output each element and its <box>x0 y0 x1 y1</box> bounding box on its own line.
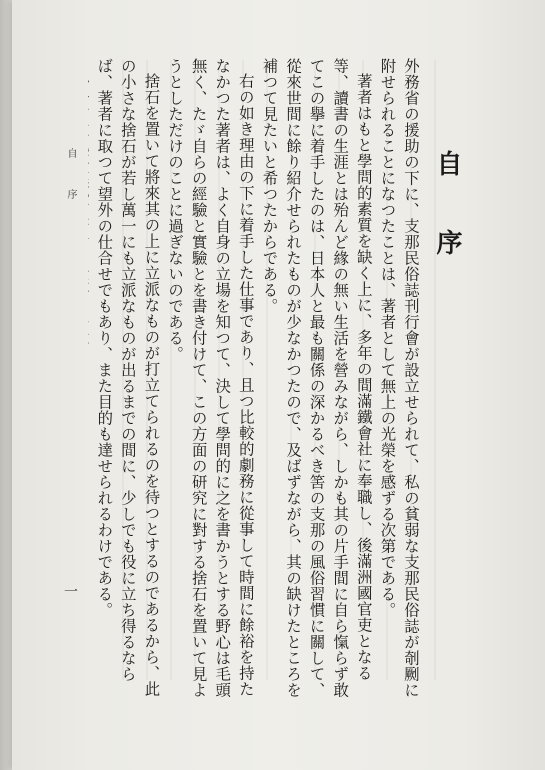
book-gutter-shadow <box>0 0 12 770</box>
paragraph-2: 著者はもと學問的素質を缺く上に、多年の間滿鐵會社に奉職し、後滿洲國官吏となる等、讀書の生涯とは殆んど緣の無い生活を營みながら、しかも其の片手間に自ら愾らず敢てこの擧に着手したのは、日本人と最も關係の深かるべき筈の支那の風俗習慣に關して、從來世間に餘り紹介せられたものが少なかつたので、及ばずながら、其の缺けたところを補つて見たいと希つたからである。 <box>260 58 373 698</box>
paragraph-1: 外務省の援助の下に、支那民俗誌刊行會が設立せられて、私の貧弱な支那民俗誌が剞劂に附せられることになつたことは、著者として無上の光榮を感ずる次第である。 <box>378 58 420 698</box>
running-head: 自 序 <box>65 148 76 214</box>
paragraph-4: 捨石を置いて將來其の上に立派なものが打立てられるのを待つとするのであるから、此の小さな捨石が若し萬一にも立派なものが出るまでの間に、少しでも役に立ち得るならば、著者に取つて望外の仕合せでもあり、また目的も達せられるわけである。 <box>95 58 161 698</box>
paragraph-3: 右の如き理由の下に着手した仕事であり、且つ比較的劇務に從事して時間に餘裕を持たなかつた著者は、よく自身の立場を知つて、決して學問的に之を書かうとする野心は毛頭無く、たゞ自らの經驗と實驗とを書き付けて、この方面の研究に對する捨石を置いて見ようとしただけのことに過ぎないのである。 <box>166 58 255 698</box>
preface-text <box>88 58 422 698</box>
page-title: 自 序 <box>432 150 462 278</box>
page-number: 一 <box>62 584 78 598</box>
